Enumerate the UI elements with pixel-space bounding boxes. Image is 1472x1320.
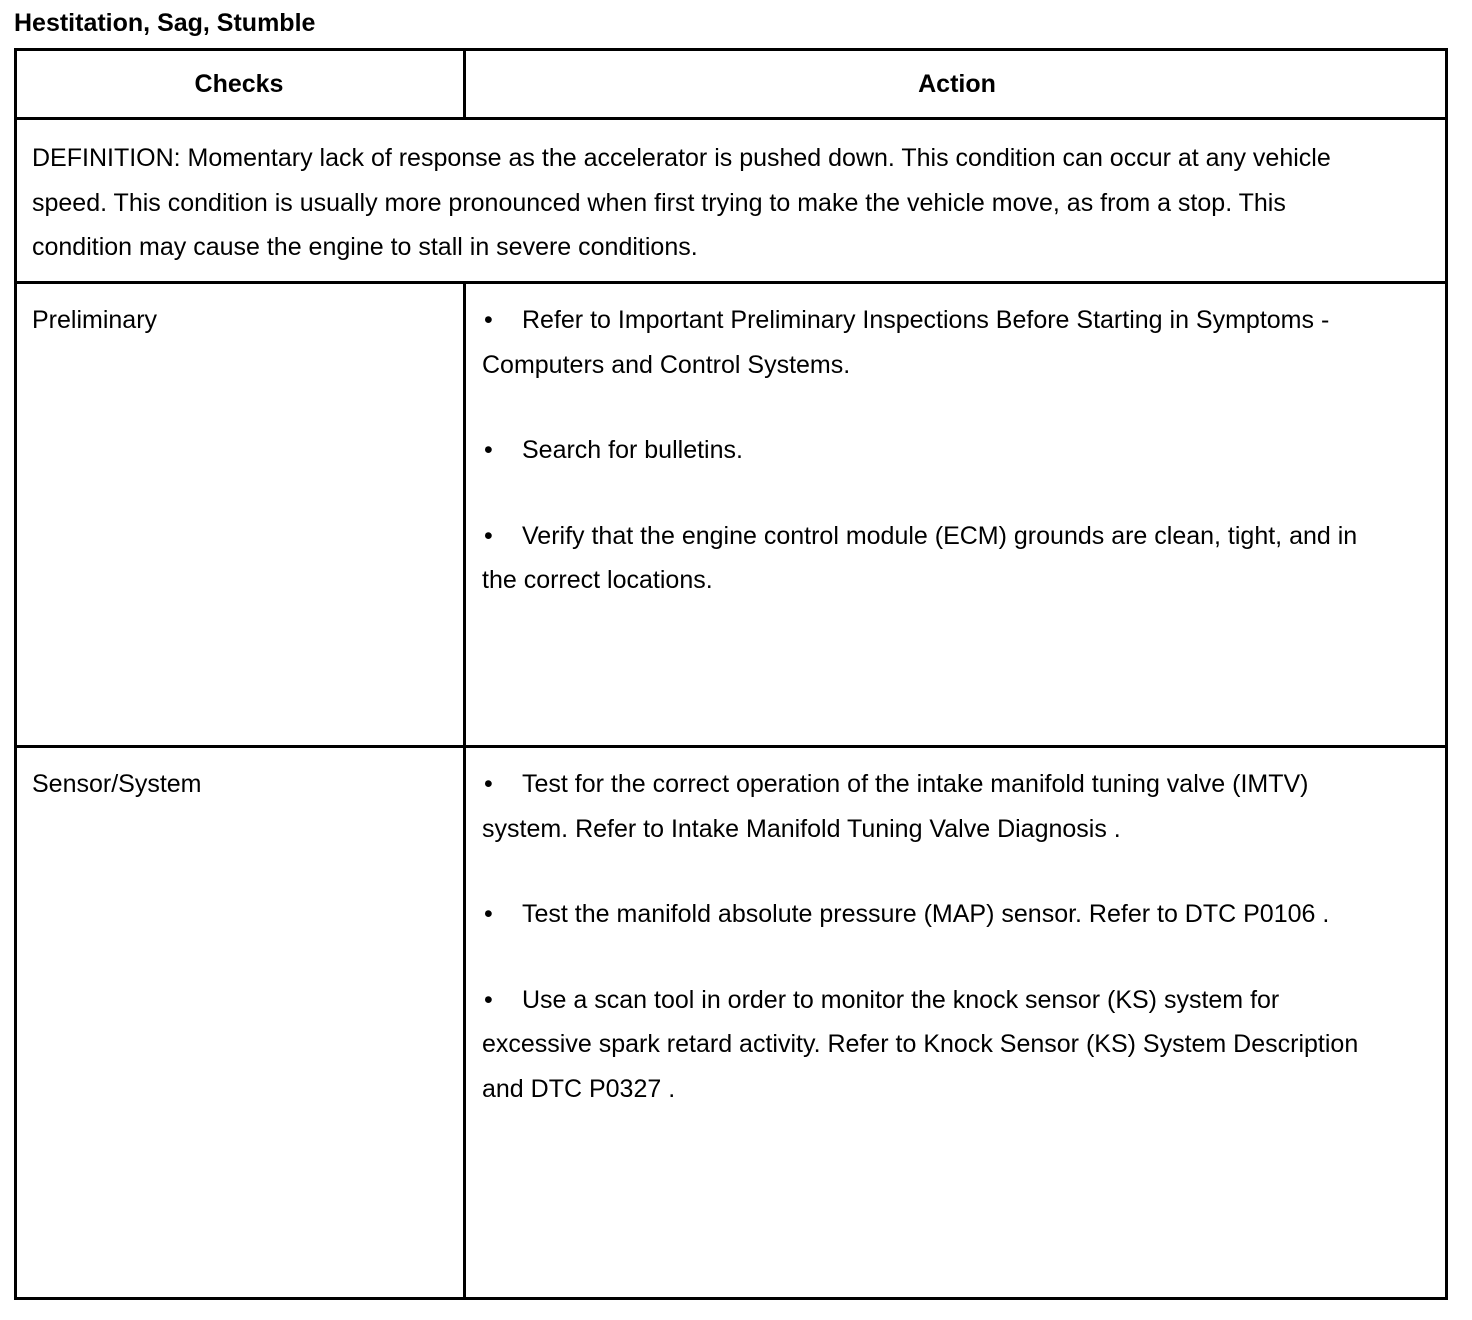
definition-text: DEFINITION: Momentary lack of response as the accelerator is pushed down. This condition can occur at any vehicle speed. This condition is usually more pronounced when first trying to make the vehicle move, as from a stop. This condition may cause the engine to stall in severe conditions. [32, 144, 1331, 261]
bullet-icon: • [484, 770, 493, 798]
action-item [482, 892, 1362, 937]
header-action: Action [918, 69, 996, 98]
header-checks: Checks [194, 69, 284, 98]
action-item [482, 762, 1362, 851]
check-preliminary: Preliminary [32, 306, 158, 334]
column-divider [463, 281, 466, 1300]
action-text: Refer to Important Preliminary Inspections Before Starting in Symptoms - Computers and Control Systems. [482, 306, 1330, 379]
action-text: Test the manifold absolute pressure (MAP) sensor. Refer to DTC P0106 . [522, 900, 1330, 928]
bullet-icon: • [484, 436, 493, 464]
actions-sensor-system [482, 762, 1362, 1152]
definition-divider [14, 281, 1448, 284]
row-divider [14, 745, 1448, 748]
action-item [482, 978, 1362, 1112]
actions-preliminary [482, 298, 1362, 644]
action-text: Use a scan tool in order to monitor the knock sensor (KS) system for excessive spark retard activity. Refer to Knock Sensor (KS) System Description and DTC P0327 . [482, 985, 1359, 1103]
document-title: Hestitation, Sag, Stumble [14, 9, 316, 37]
check-sensor-system: Sensor/System [32, 770, 202, 798]
bullet-icon: • [484, 900, 493, 928]
action-text: Search for bulletins. [522, 436, 743, 464]
bullet-icon: • [484, 306, 493, 334]
action-text: Verify that the engine control module (ECM) grounds are clean, tight, and in the correct locations. [482, 521, 1358, 594]
bullet-icon: • [484, 985, 493, 1014]
bullet-icon: • [484, 521, 493, 550]
action-item [482, 428, 1362, 473]
action-text: Test for the correct operation of the intake manifold tuning valve (IMTV) system. Refer to Intake Manifold Tuning Valve Diagnosis . [482, 770, 1309, 843]
action-item [482, 298, 1362, 387]
action-item [482, 514, 1362, 603]
